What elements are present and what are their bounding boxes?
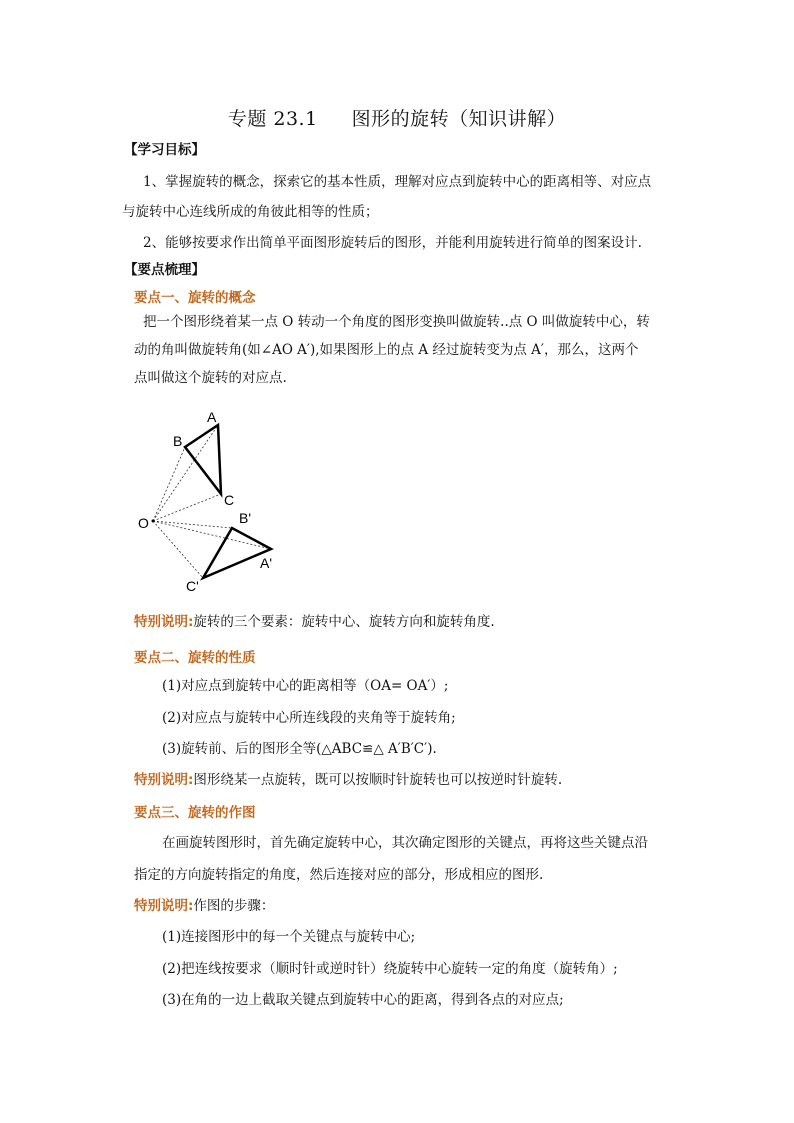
point-1-line-2: 动的角叫做旋转角(如∠AO A′),如果图形上的点 A 经过旋转变为点 A′，那么，这两个 bbox=[134, 342, 639, 358]
point-2-item-3: (3)旋转前、后的图形全等(△ABC≌△ A′B′C′). bbox=[162, 741, 437, 757]
dashed-line-o-a2 bbox=[153, 521, 271, 549]
title-number: 专题 23.1 bbox=[227, 108, 318, 130]
note-text: 旋转的三个要素：旋转中心、旋转方向和旋转角度. bbox=[193, 614, 495, 630]
label-b: B bbox=[173, 433, 183, 449]
point-2-item-2: (2)对应点与旋转中心所连线段的夹角等于旋转角; bbox=[162, 710, 456, 726]
point-3-step-2: (2)把连线按要求（顺时针或逆时针）绕旋转中心旋转一定的角度（旋转角）; bbox=[162, 961, 618, 977]
label-a: A bbox=[207, 409, 217, 425]
point-3-note bbox=[134, 896, 274, 916]
point-3-line-1: 在画旋转图形时，首先确定旋转中心，其次确定图形的关键点，再将这些关键点沿 bbox=[162, 835, 648, 851]
title-text: 图形的旋转（知识讲解） bbox=[351, 108, 567, 130]
note-label: 特别说明: bbox=[134, 898, 194, 914]
dashed-connector-lines bbox=[153, 425, 271, 578]
point-2-note bbox=[134, 770, 562, 790]
point-3-step-1: (1)连接图形中的每一个关键点与旋转中心; bbox=[162, 929, 416, 945]
dashed-line-o-b2 bbox=[153, 521, 232, 528]
section-heading-points: 【要点梳理】 bbox=[124, 262, 205, 278]
triangle-abc bbox=[185, 425, 221, 494]
label-b-prime: B' bbox=[239, 510, 252, 526]
point-1-line-1: 把一个图形绕着某一点 O 转动一个角度的图形变换叫做旋转..点 O 叫做旋转中心，转 bbox=[143, 314, 650, 330]
rotation-figure bbox=[120, 400, 300, 600]
section-heading-goals: 【学习目标】 bbox=[124, 142, 205, 158]
goal-2: 2、能够按要求作出简单平面图形旋转后的图形，并能利用旋转进行简单的图案设计. bbox=[143, 235, 642, 251]
point-3-line-2: 指定的方向旋转指定的角度，然后连接对应的部分，形成相应的图形. bbox=[134, 867, 544, 883]
goal-1-line-2: 与旋转中心连线所成的角彼此相等的性质； bbox=[122, 204, 379, 220]
point-3-step-3: (3)在角的一边上截取关键点到旋转中心的距离，得到各点的对应点; bbox=[162, 992, 564, 1008]
point-o bbox=[152, 520, 155, 523]
point-3-heading: 要点三、旋转的作图 bbox=[134, 805, 256, 821]
page-title bbox=[0, 104, 794, 131]
label-c: C bbox=[224, 492, 235, 508]
note-text: 作图的步骤： bbox=[193, 898, 275, 914]
note-label: 特别说明: bbox=[134, 772, 194, 788]
point-2-item-1: (1)对应点到旋转中心的距离相等（OA= OA′）; bbox=[162, 678, 449, 694]
point-1-heading: 要点一、旋转的概念 bbox=[134, 290, 256, 306]
label-c-prime: C' bbox=[186, 578, 199, 594]
label-o: O bbox=[138, 515, 149, 531]
label-a-prime: A' bbox=[260, 555, 273, 571]
dashed-line-o-a bbox=[153, 425, 218, 521]
point-2-heading: 要点二、旋转的性质 bbox=[134, 650, 256, 666]
dashed-line-o-c2 bbox=[153, 521, 203, 578]
goal-1-line-1: 1、掌握旋转的概念，探索它的基本性质，理解对应点到旋转中心的距离相等、对应点 bbox=[143, 174, 652, 190]
note-text: 图形绕某一点旋转，既可以按顺时针旋转也可以按逆时针旋转. bbox=[193, 772, 563, 788]
note-label: 特别说明: bbox=[134, 614, 194, 630]
point-1-line-3: 点叫做这个旋转的对应点. bbox=[134, 370, 287, 386]
point-1-note bbox=[134, 612, 495, 632]
